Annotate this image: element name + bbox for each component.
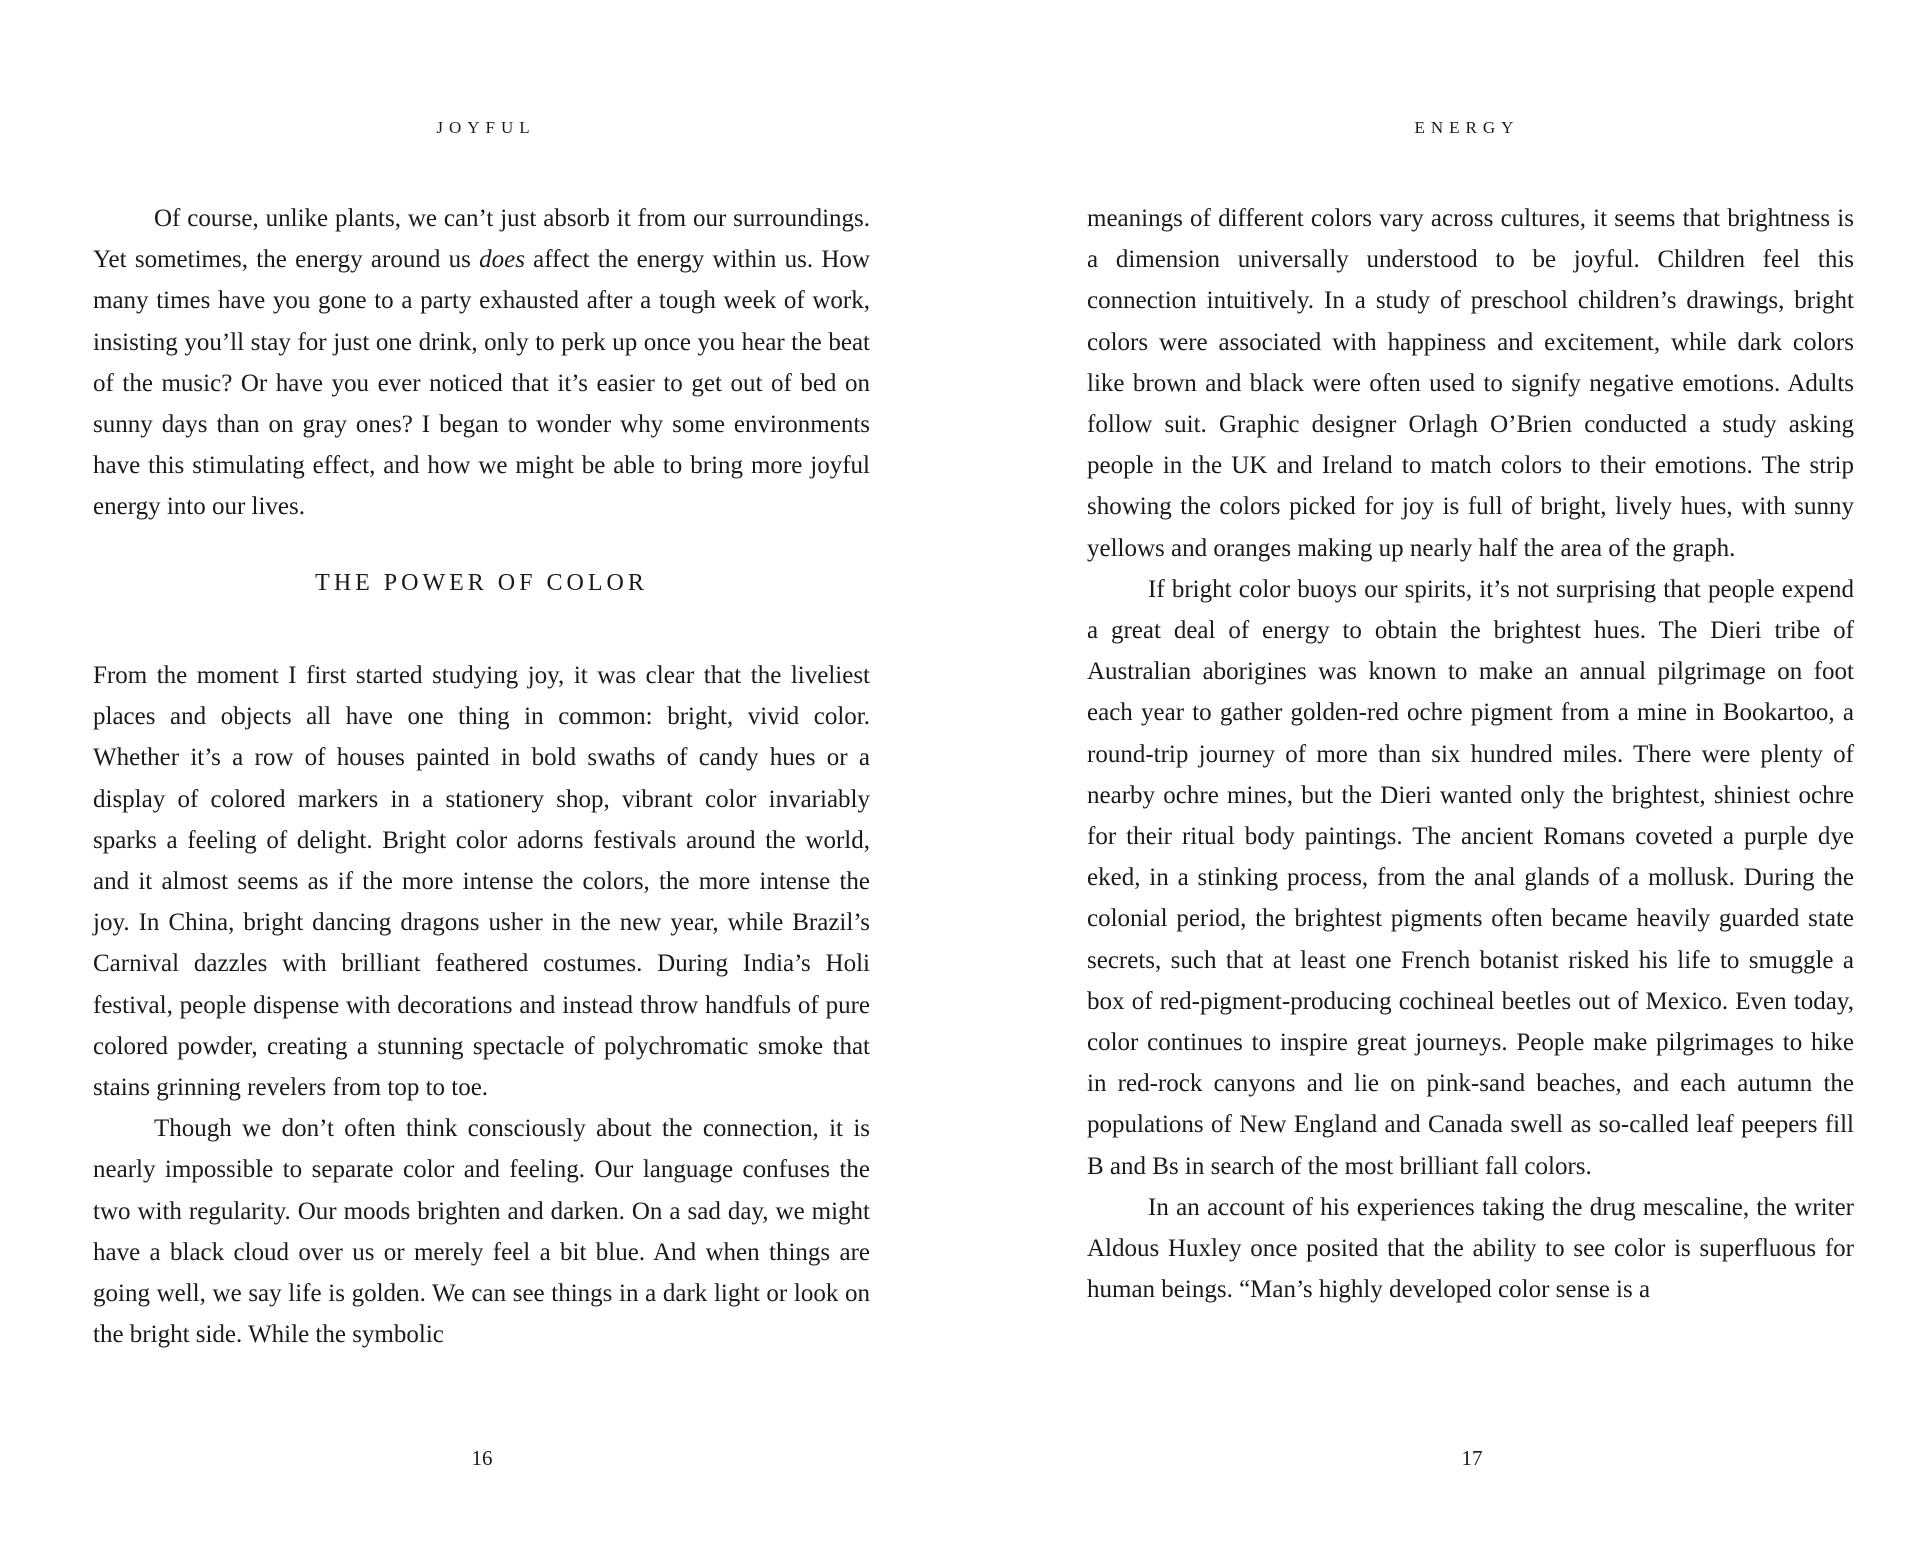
emphasis: does <box>479 246 525 274</box>
section-heading: THE POWER OF COLOR <box>315 570 648 596</box>
running-head-title: ENERGY <box>1414 118 1520 137</box>
body-paragraph: If bright color buoys our spirits, it’s not surprising that people expend a great deal of energy to obtain the brightest hues. The Dieri tribe of Australian aborigines was known to make an annual pilgrimage on foot each year to gather golden-red ochre pigment from a mine in Bookartoo, a round-trip journey of more than six hundred miles. There were plenty of nearby ochre mines, but the Dieri wanted only the brightest, shiniest ochre for their ritual body paintings. The ancient Romans coveted a purple dye eked, in a stinking process, from the anal glands of a mollusk. During the colonial period, the brightest pigments often became heavily guarded state secrets, such that at least one French botanist risked his life to smuggle a box of red-pigment-producing cochineal beetles out of Mexico. Even today, color continues to inspire great journeys. People make pilgrimages to hike in red-rock canyons and lie on pink-sand beaches, and each autumn the populations of New England and Canada swell as so-called leaf peepers fill B and Bs in search of the most brilliant fall colors. <box>1087 575 1854 1180</box>
body-paragraph: Though we don’t often think consciously about the connection, it is nearly impossible to separate color and feeling. Our language confuses the two with regularity. Our moods brighten and darken. On a sad day, we might have a black cloud over us or merely feel a bit blue. And when things are going well, we say life is golden. We can see things in a dark light or look on the bright side. While the symbolic <box>93 1115 870 1349</box>
body-paragraph: In an account of his experiences taking the drug mescaline, the writer Aldous Huxley once posited that the ability to see color is superfluous for human beings. “Man’s highly developed color sense is a <box>1087 1193 1854 1304</box>
page-number-right: 17 <box>1461 1446 1483 1470</box>
right-page <box>965 0 1930 1567</box>
body-paragraph: meanings of different colors vary across cultures, it seems that brightness is a dimension universally understood to be joyful. Children feel this connection intuitively. In a study of preschool children’s drawings, bright colors were associated with happiness and excitement, while dark colors like brown and black were often used to signify negative emotions. Adults follow suit. Graphic designer Orlagh O’Brien conducted a study asking people in the UK and Ireland to match colors to their emotions. The strip showing the colors picked for joy is full of bright, lively hues, with sunny yellows and oranges making up nearly half the area of the graph. <box>1087 205 1854 562</box>
running-head-title: JOYFUL <box>436 118 536 137</box>
intro-text-block <box>93 198 870 528</box>
body-text-block-right <box>1087 198 1854 1310</box>
body-text-block-left <box>93 655 870 1355</box>
intro-paragraph: Of course, unlike plants, we can’t just absorb it from our surroundings. Yet sometimes, the energy around us does affect the energy within us. How many times have you gone to a party exhausted after a tough week of work, insisting you’ll stay for just one drink, only to perk up once you hear the beat of the music? Or have you ever noticed that it’s easier to get out of bed on sunny days than on gray ones? I began to wonder why some environments have this stimulating effect, and how we might be able to bring more joyful energy into our lives. <box>93 205 870 521</box>
body-paragraph: From the moment I first started studying joy, it was clear that the liveliest places and objects all have one thing in common: bright, vivid color. Whether it’s a row of houses painted in bold swaths of candy hues or a display of colored markers in a stationery shop, vibrant color invariably sparks a feeling of delight. Bright color adorns festivals around the world, and it almost seems as if the more intense the colors, the more intense the joy. In China, bright dancing dragons usher in the new year, while Brazil’s Carnival dazzles with brilliant feathered costumes. During India’s Holi festival, people dispense with decorations and instead throw handfuls of pure colored powder, creating a stunning spectacle of polychromatic smoke that stains grinning revelers from top to toe. <box>93 662 870 1102</box>
page-number-left: 16 <box>471 1446 493 1470</box>
